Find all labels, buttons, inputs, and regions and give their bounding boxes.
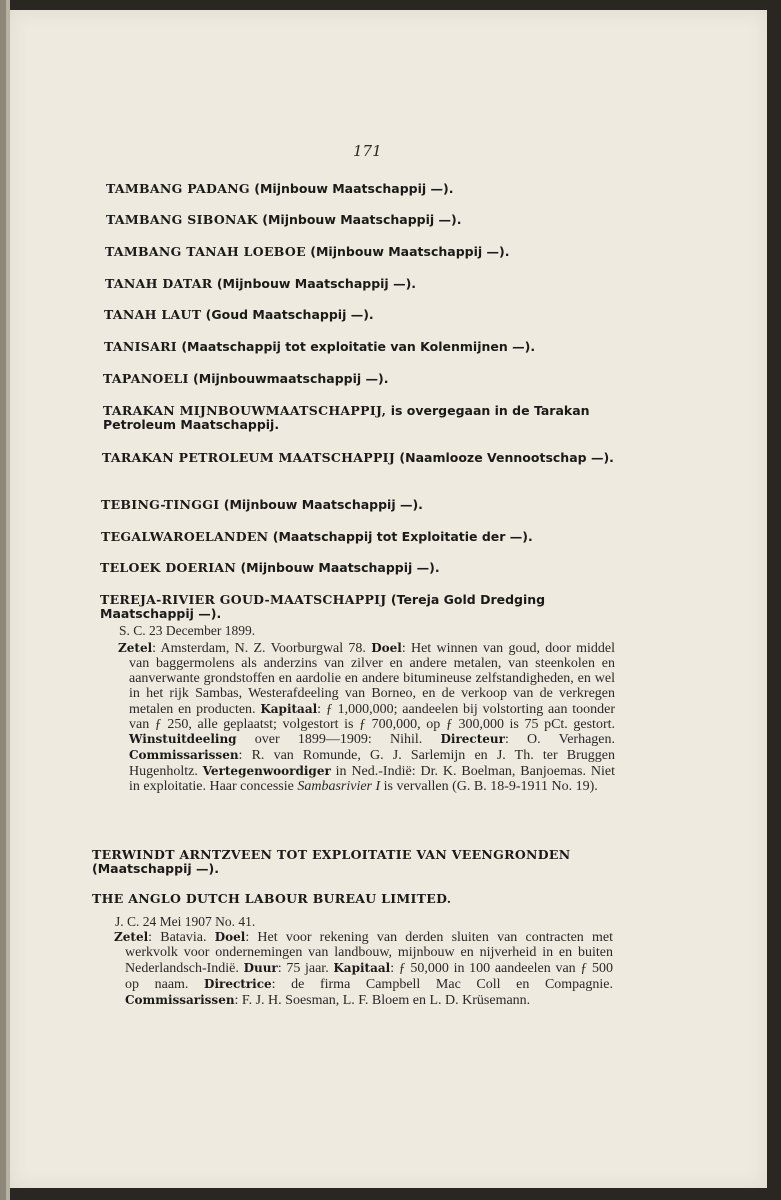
page-text — [10, 10, 767, 1188]
entry-rest: (Mijnbouw Maatschappij —). — [240, 560, 440, 575]
entry-name: TANAH LAUT — [104, 307, 202, 322]
entry-rest: (Mijnbouw Maatschappij —). — [254, 181, 454, 196]
entry-anglo-dutch — [92, 892, 451, 906]
label-doel: Doel — [214, 930, 246, 944]
entry-rest: (Tereja Gold Dredging Maatschappij —). — [100, 592, 546, 621]
concessie-name: Sambasrivier I — [297, 779, 381, 795]
entry-rest: (Mijnbouwmaatschappij —). — [193, 371, 389, 386]
entry-name: TEREJA-RIVIER GOUD-MAATSCHAPPIJ — [100, 592, 387, 607]
tereja-sc-date: S. C. 23 December 1899. — [119, 623, 256, 638]
tereja-details: Zetel: Amsterdam, N. Z. Voorburgwal 78. Doel: Het winnen van goud, door middel van baggermolens als anderzins van zilver en andere metalen, van steenkolen en aanverwante grondstoffen en aardolie en andere bitumineuse zelfstandigheden, en wel in het rijk Sambas, Westerafdeeling van Borneo, en de verkoop van de verkregen metalen en producten. Kapitaal: ƒ 1,000,000; aandeelen bij volstorting aan toonder van ƒ 250, alle geplaatst; volgestort is ƒ 700,000, op ƒ 300,000 is 75 pCt. gestort. Winstuitdeeling over 1899—1909: Nihil. Directeur: O. Verhagen. Commissarissen: R. van Romunde, G. J. Sarlemijn en J. Th. ter Bruggen Hugenholtz. Vertegenwoordiger in Ned.-Indië: Dr. K. Boelman, Banjoemas. Niet in exploitatie. Haar concessie Sambasrivier I is vervallen (G. B. 18-9-1911 No. 19). — [118, 641, 616, 795]
label-commissarissen: Commissarissen — [129, 748, 239, 763]
entry-rest: (Naamlooze Vennootschap —). — [399, 450, 614, 465]
entry-rest: is overgegaan in de Tarakan Petroleum Maatschappij. — [103, 403, 590, 432]
label-winstuitdeeling: Winstuitdeeling — [129, 732, 237, 747]
entry-tambang-tanah-loeboe — [105, 245, 509, 259]
entry-name: TEGALWAROELANDEN — [101, 529, 269, 544]
entry-rest: (Mijnbouw Maatschappij —). — [262, 212, 462, 227]
label-directrice: Directrice — [204, 976, 272, 991]
entry-rest: (Maatschappij tot exploitatie van Kolenmijnen —). — [181, 339, 536, 354]
entry-name: TEBING-TINGGI — [101, 497, 220, 512]
entry-name: TARAKAN PETROLEUM MAATSCHAPPIJ — [102, 450, 396, 465]
entry-name: THE ANGLO DUTCH LABOUR BUREAU LIMITED. — [92, 891, 452, 906]
label-commissarissen: Commissarissen — [125, 992, 235, 1007]
entry-tegalwaroelanden — [101, 530, 533, 544]
entry-teloek-doerian — [100, 561, 440, 575]
entry-name: TANAH DATAR — [105, 276, 213, 291]
label-kapitaal: Kapitaal — [333, 960, 391, 975]
label-kapitaal: Kapitaal — [260, 701, 318, 716]
entry-name: TAPANOELI — [103, 371, 189, 386]
entry-name: TARAKAN MIJNBOUWMAATSCHAPPIJ, — [103, 403, 387, 418]
label-directeur: Directeur — [440, 732, 505, 747]
book-spine — [0, 0, 10, 1200]
entry-rest: (Goud Maatschappij —). — [205, 307, 374, 322]
entry-rest: (Maatschappij —). — [92, 861, 219, 876]
anglo-details: Zetel: Batavia. Doel: Het voor rekening van derden sluiten van contracten met werkvolk voor ondernemingen van landbouw, mijnbouw en nijverheid in en buiten Nederlandsch-Indië. Duur: 75 jaar. Kapitaal: ƒ 50,000 in 100 aandeelen van ƒ 500 op naam. Directrice: de firma Campbell Mac Coll en Compagnie. Commissarissen: F. J. H. Soesman, L. F. Bloem en L. D. Krüsemann. — [114, 930, 614, 1008]
entry-tarakan-mijnbouw — [103, 404, 623, 432]
entry-tebing-tinggi — [101, 498, 423, 512]
entry-tanah-datar — [105, 277, 416, 291]
entry-name: TAMBANG SIBONAK — [106, 212, 258, 227]
page-number: 171 — [353, 142, 382, 160]
entry-name: TAMBANG TANAH LOEBOE — [105, 244, 306, 259]
entry-tereja-rivier — [100, 593, 625, 621]
entry-name: TERWINDT ARNTZVEEN TOT EXPLOITATIE VAN VEENGRONDEN — [92, 847, 571, 862]
entry-tapanoeli — [103, 372, 388, 386]
entry-rest: (Mijnbouw Maatschappij —). — [310, 244, 510, 259]
label-duur: Duur — [243, 960, 278, 975]
entry-name: TELOEK DOERIAN — [100, 560, 237, 575]
label-doel: Doel — [371, 641, 402, 655]
entry-tambang-sibonak — [106, 213, 461, 227]
entry-name: TAMBANG PADANG — [106, 181, 250, 196]
entry-rest: (Mijnbouw Maatschappij —). — [223, 497, 423, 512]
label-zetel: Zetel — [114, 930, 149, 944]
entry-tanisari — [104, 340, 535, 354]
book-page — [10, 10, 767, 1188]
entry-rest: (Mijnbouw Maatschappij —). — [216, 276, 417, 291]
anglo-jc-date: J. C. 24 Mei 1907 No. 41. — [115, 914, 256, 929]
label-vertegenwoordiger: Vertegenwoordiger — [202, 764, 331, 779]
label-zetel: Zetel — [118, 641, 153, 655]
entry-tanah-laut — [104, 308, 374, 322]
entry-name: TANISARI — [104, 339, 177, 354]
entry-terwindt — [92, 848, 622, 876]
entry-tarakan-petroleum — [102, 451, 622, 465]
entry-rest: (Maatschappij tot Exploitatie der —). — [272, 529, 533, 544]
entry-tambang-padang — [106, 182, 453, 196]
